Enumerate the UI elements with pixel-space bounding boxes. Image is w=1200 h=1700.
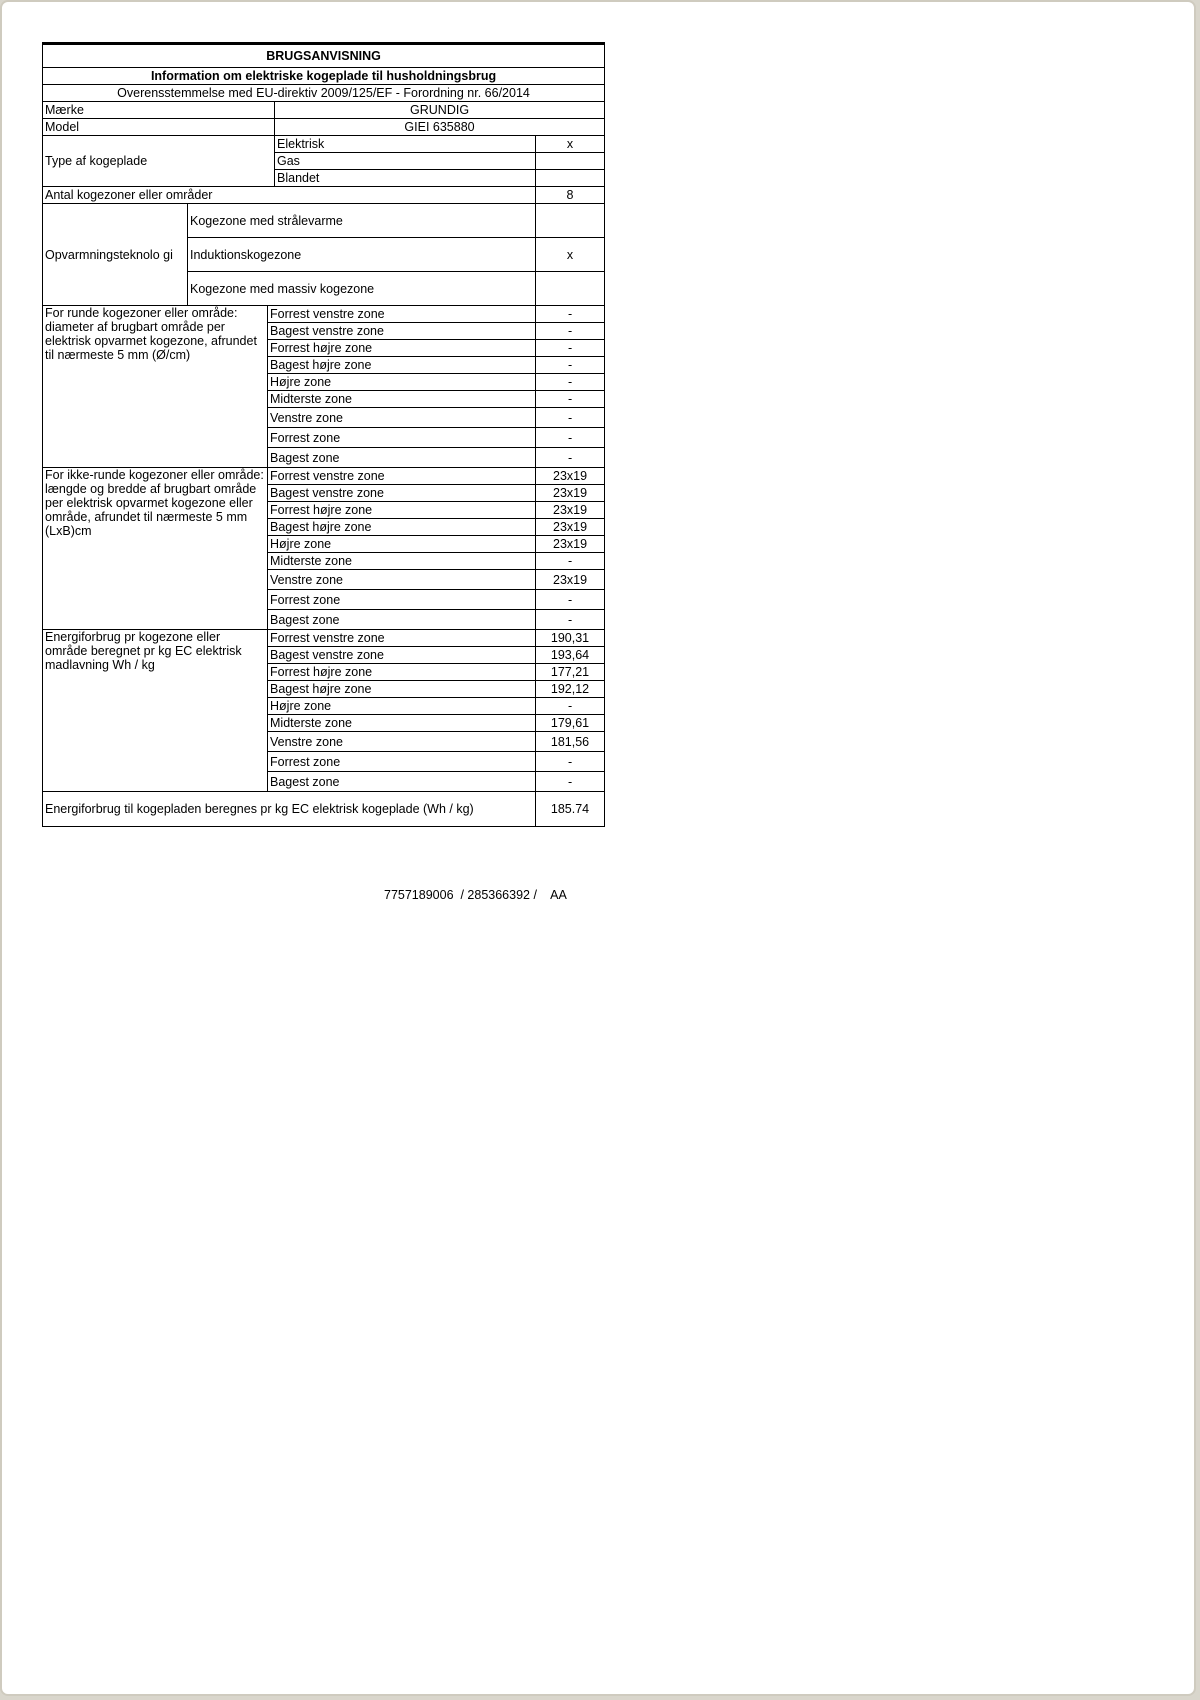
round-zone-value: - bbox=[536, 391, 605, 408]
total-energy-label: Energiforbrug til kogepladen beregnes pr kg EC elektrisk kogeplade (Wh / kg) bbox=[43, 792, 536, 827]
hob-type-mark bbox=[536, 170, 605, 187]
brand-label: Mærke bbox=[43, 102, 275, 119]
round-zone-value: - bbox=[536, 374, 605, 391]
heating-tech-option: Induktionskogezone bbox=[188, 238, 536, 272]
nonround-zone-name: Midterste zone bbox=[268, 553, 536, 570]
zones-count-value: 8 bbox=[536, 187, 605, 204]
energy-zones-label: Energiforbrug pr kogezone eller område beregnet pr kg EC elektrisk madlavning Wh / kg bbox=[43, 630, 268, 792]
round-zone-value: - bbox=[536, 306, 605, 323]
nonround-zone-name: Forrest zone bbox=[268, 590, 536, 610]
round-zone-name: Forrest højre zone bbox=[268, 340, 536, 357]
document-title: BRUGSANVISNING bbox=[43, 44, 605, 68]
nonround-zone-value: 23x19 bbox=[536, 468, 605, 485]
document-reference-code: 7757189006 / 285366392 / AA bbox=[384, 888, 567, 902]
zones-count-label: Antal kogezoner eller områder bbox=[43, 187, 536, 204]
nonround-zone-value: 23x19 bbox=[536, 536, 605, 553]
nonround-zone-name: Venstre zone bbox=[268, 570, 536, 590]
hob-type-option: Gas bbox=[275, 153, 536, 170]
model-label: Model bbox=[43, 119, 275, 136]
round-zone-name: Midterste zone bbox=[268, 391, 536, 408]
energy-zone-value: - bbox=[536, 772, 605, 792]
nonround-zone-name: Højre zone bbox=[268, 536, 536, 553]
energy-zone-value: 179,61 bbox=[536, 715, 605, 732]
heating-tech-label: Opvarmningsteknolo gi bbox=[43, 204, 188, 306]
energy-zone-name: Forrest venstre zone bbox=[268, 630, 536, 647]
round-zone-name: Bagest højre zone bbox=[268, 357, 536, 374]
energy-zone-name: Venstre zone bbox=[268, 732, 536, 752]
energy-zone-name: Bagest venstre zone bbox=[268, 647, 536, 664]
energy-zone-value: - bbox=[536, 752, 605, 772]
round-zone-name: Forrest venstre zone bbox=[268, 306, 536, 323]
nonround-zone-value: - bbox=[536, 590, 605, 610]
round-zone-value: - bbox=[536, 323, 605, 340]
hob-type-option: Blandet bbox=[275, 170, 536, 187]
round-zone-name: Bagest venstre zone bbox=[268, 323, 536, 340]
nonround-zone-value: 23x19 bbox=[536, 485, 605, 502]
round-zone-value: - bbox=[536, 448, 605, 468]
nonround-zone-value: - bbox=[536, 553, 605, 570]
energy-zone-name: Forrest højre zone bbox=[268, 664, 536, 681]
round-zone-value: - bbox=[536, 340, 605, 357]
heating-tech-option: Kogezone med massiv kogezone bbox=[188, 272, 536, 306]
heating-tech-mark bbox=[536, 204, 605, 238]
total-energy-value: 185.74 bbox=[536, 792, 605, 827]
nonround-zones-label: For ikke-runde kogezoner eller område: længde og bredde af brugbart område per elektrisk opvarmet kogezone eller område, afrundet til nærmeste 5 mm (LxB)cm bbox=[43, 468, 268, 630]
nonround-zone-name: Bagest zone bbox=[268, 610, 536, 630]
round-zone-name: Bagest zone bbox=[268, 448, 536, 468]
heating-tech-mark: x bbox=[536, 238, 605, 272]
hob-type-label: Type af kogeplade bbox=[43, 136, 275, 187]
round-zone-value: - bbox=[536, 408, 605, 428]
brand-value: GRUNDIG bbox=[275, 102, 605, 119]
energy-zone-value: 193,64 bbox=[536, 647, 605, 664]
nonround-zone-value: - bbox=[536, 610, 605, 630]
energy-zone-value: 190,31 bbox=[536, 630, 605, 647]
energy-zone-name: Bagest højre zone bbox=[268, 681, 536, 698]
energy-zone-value: 177,21 bbox=[536, 664, 605, 681]
heating-tech-option: Kogezone med strålevarme bbox=[188, 204, 536, 238]
energy-zone-value: 192,12 bbox=[536, 681, 605, 698]
round-zone-name: Forrest zone bbox=[268, 428, 536, 448]
nonround-zone-value: 23x19 bbox=[536, 570, 605, 590]
hob-type-mark: x bbox=[536, 136, 605, 153]
nonround-zone-name: Forrest venstre zone bbox=[268, 468, 536, 485]
energy-zone-value: 181,56 bbox=[536, 732, 605, 752]
energy-zone-value: - bbox=[536, 698, 605, 715]
energy-zone-name: Bagest zone bbox=[268, 772, 536, 792]
nonround-zone-name: Bagest venstre zone bbox=[268, 485, 536, 502]
hob-info-table bbox=[42, 42, 605, 827]
round-zone-value: - bbox=[536, 428, 605, 448]
energy-zone-name: Midterste zone bbox=[268, 715, 536, 732]
document-subtitle: Information om elektriske kogeplade til husholdningsbrug bbox=[43, 68, 605, 85]
hob-type-mark bbox=[536, 153, 605, 170]
round-zone-name: Venstre zone bbox=[268, 408, 536, 428]
model-value: GIEI 635880 bbox=[275, 119, 605, 136]
heating-tech-mark bbox=[536, 272, 605, 306]
product-info-sheet bbox=[42, 42, 604, 827]
round-zone-name: Højre zone bbox=[268, 374, 536, 391]
hob-type-option: Elektrisk bbox=[275, 136, 536, 153]
energy-zone-name: Højre zone bbox=[268, 698, 536, 715]
energy-zone-name: Forrest zone bbox=[268, 752, 536, 772]
round-zones-label: For runde kogezoner eller område: diameter af brugbart område per elektrisk opvarmet kogezone, afrundet til nærmeste 5 mm (Ø/cm) bbox=[43, 306, 268, 468]
nonround-zone-name: Forrest højre zone bbox=[268, 502, 536, 519]
conformity-statement: Overensstemmelse med EU-direktiv 2009/125/EF - Forordning nr. 66/2014 bbox=[43, 85, 605, 102]
nonround-zone-name: Bagest højre zone bbox=[268, 519, 536, 536]
nonround-zone-value: 23x19 bbox=[536, 519, 605, 536]
round-zone-value: - bbox=[536, 357, 605, 374]
nonround-zone-value: 23x19 bbox=[536, 502, 605, 519]
